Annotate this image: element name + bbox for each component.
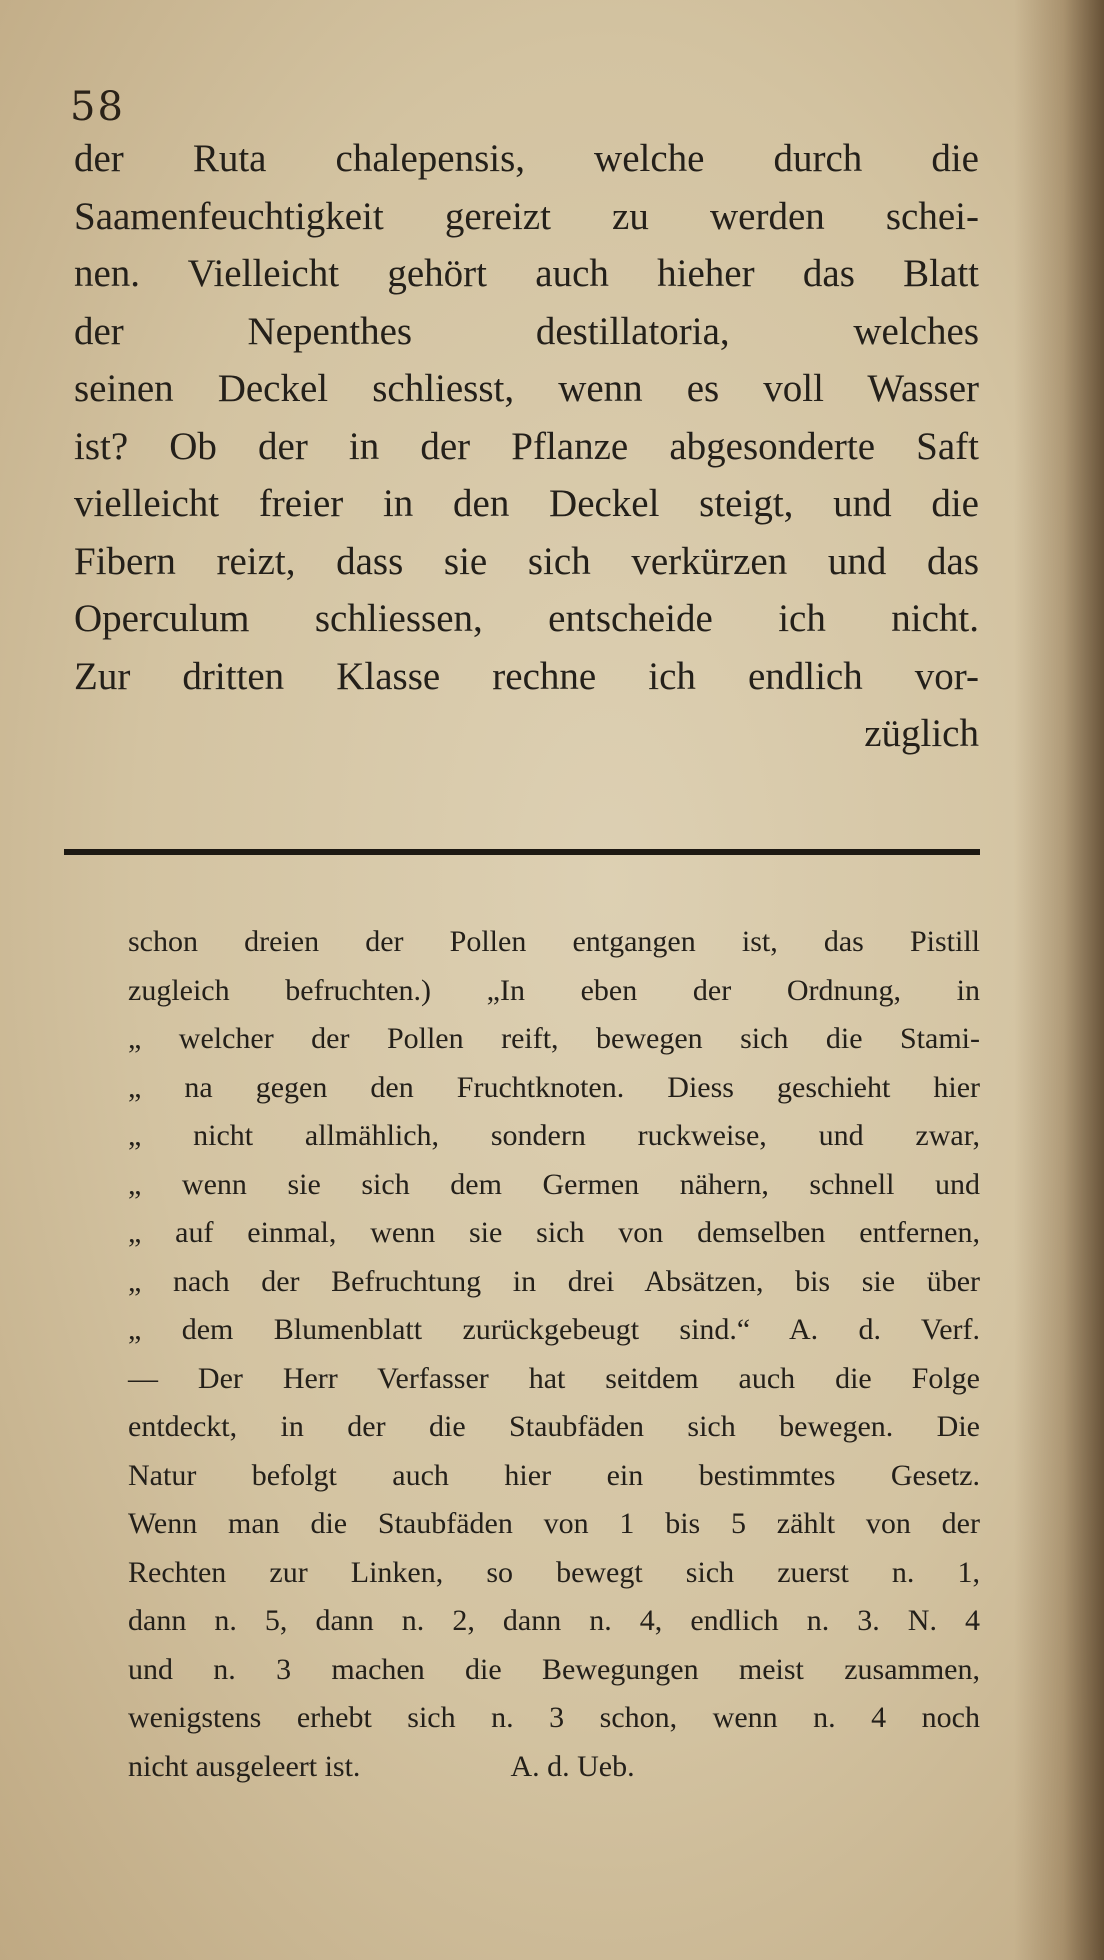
footnote-line: „ dem Blumenblatt zurückgebeugt sind.“ A. d. Verf. bbox=[128, 1313, 980, 1346]
main-text-line: ist? Ob der in der Pflanze abgesonderte Saft bbox=[74, 424, 979, 468]
main-text-line: der Ruta chalepensis, welche durch die bbox=[74, 137, 979, 180]
page-gutter-shadow bbox=[1014, 0, 1104, 1960]
main-text-line: seinen Deckel schliesst, wenn es voll Wasser bbox=[74, 367, 979, 410]
main-text-block bbox=[74, 130, 979, 763]
footnote-line: „ welcher der Pollen reift, bewegen sich die Stami- bbox=[128, 1022, 980, 1055]
footnote-line: wenigstens erhebt sich n. 3 schon, wenn n. 4 noch bbox=[128, 1701, 980, 1734]
footnote-last-line-text: nicht ausgeleert ist. bbox=[128, 1749, 361, 1783]
main-text-line: Fibern reizt, dass sie sich verkürzen und das bbox=[74, 539, 979, 583]
footnote-line: entdeckt, in der die Staubfäden sich bewegen. Die bbox=[128, 1410, 980, 1443]
footnote-line: zugleich befruchten.) „In eben der Ordnung, in bbox=[128, 973, 980, 1007]
footnote-line: Rechten zur Linken, so bewegt sich zuerst n. 1, bbox=[128, 1555, 980, 1589]
footnote-line: „ na gegen den Fruchtknoten. Diess geschieht hier bbox=[128, 1070, 980, 1104]
footnote-line: Wenn man die Staubfäden von 1 bis 5 zählt von der bbox=[128, 1507, 980, 1540]
main-text-line: nen. Vielleicht gehört auch hieher das Blatt bbox=[74, 252, 979, 295]
footnote-line: „ wenn sie sich dem Germen nähern, schnell und bbox=[128, 1167, 980, 1201]
footnote-last-line bbox=[128, 1743, 980, 1792]
main-text-line: vielleicht freier in den Deckel steigt, und die bbox=[74, 482, 979, 525]
footnote-line: dann n. 5, dann n. 2, dann n. 4, endlich n. 3. N. 4 bbox=[128, 1604, 980, 1637]
page-number: 58 bbox=[70, 84, 125, 130]
footnote-line: „ nach der Befruchtung in drei Absätzen, bis sie über bbox=[128, 1264, 980, 1298]
catchword: züglich bbox=[864, 712, 979, 755]
footnote-block bbox=[128, 918, 980, 1791]
main-text-line: Zur dritten Klasse rechne ich endlich vor- bbox=[74, 654, 979, 698]
footnote-separator-rule bbox=[64, 849, 980, 855]
footnote-line: — Der Herr Verfasser hat seitdem auch die Folge bbox=[128, 1361, 980, 1395]
footnote-line: und n. 3 machen die Bewegungen meist zusammen, bbox=[128, 1652, 980, 1686]
footnote-line: „ nicht allmählich, sondern ruckweise, und zwar, bbox=[128, 1119, 980, 1152]
footnote-line: „ auf einmal, wenn sie sich von demselben entfernen, bbox=[128, 1216, 980, 1249]
footnote-line: schon dreien der Pollen entgangen ist, das Pistill bbox=[128, 925, 980, 958]
footnote-line: Natur befolgt auch hier ein bestimmtes Gesetz. bbox=[128, 1458, 980, 1492]
main-text-line: der Nepenthes destillatoria, welches bbox=[74, 309, 979, 353]
translator-note-signature: A. d. Ueb. bbox=[510, 1749, 635, 1783]
main-text-line: Operculum schliessen, entscheide ich nicht. bbox=[74, 597, 979, 640]
main-text-line: Saamenfeuchtigkeit gereizt zu werden schei- bbox=[74, 194, 979, 238]
